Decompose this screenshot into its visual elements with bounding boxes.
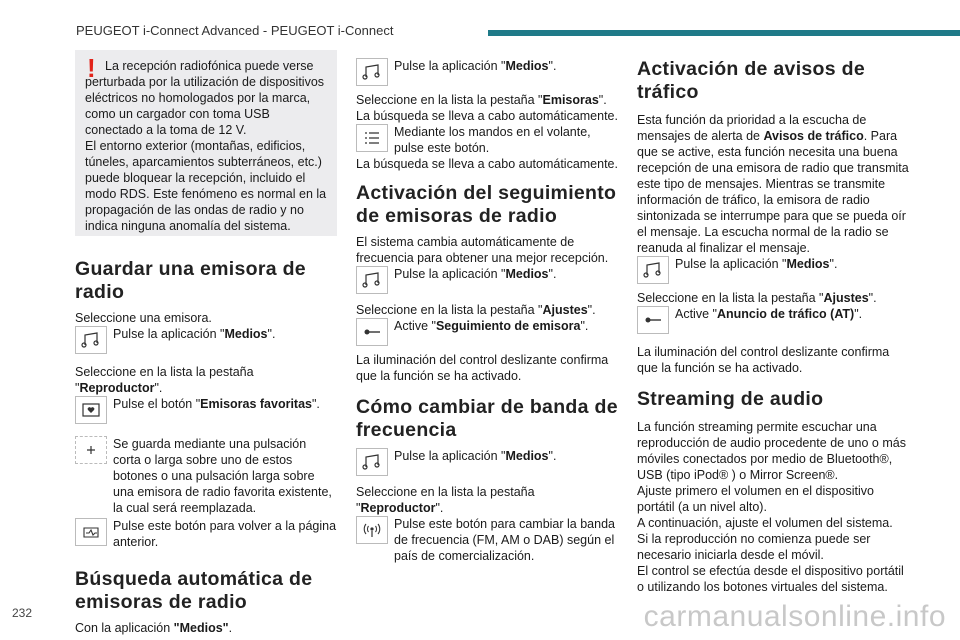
step-text: . Para que se active, esta función necesita una buena recepción de una emisora de radio que transmita este tipo de mensajes. Mientras se transmite información de tráfico, la emisora de radio sintonizada se interrumpe para que se pueda oír el mensaje. La escucha normal de la radio se reanuda al finalizar el mensaje.: [637, 129, 909, 255]
step-bold: Anuncio de tráfico (AT): [716, 307, 855, 321]
step-bold: Medios: [505, 59, 549, 73]
step-text: ".: [154, 381, 163, 395]
follow-note: La iluminación del control deslizante confirma que la función se ha activado.: [356, 353, 609, 383]
traffic-heading: Activación de avisos de tráfico: [637, 58, 865, 103]
media-app-icon: [356, 448, 388, 476]
save-step-back: [75, 518, 337, 550]
save-step-tab: [75, 364, 337, 396]
step-text: .: [228, 621, 233, 635]
step-bold: Reproductor: [360, 501, 436, 515]
toggle-slider-icon: [637, 306, 669, 334]
step-bold: Emisoras: [542, 93, 599, 107]
step-text: ".: [548, 59, 557, 73]
media-app-icon: [356, 58, 388, 86]
step-text: Pulse la aplicación ": [394, 449, 506, 463]
step-bold: Ajustes: [823, 291, 869, 305]
media-app-icon: [637, 256, 669, 284]
band-step-tab: [356, 484, 619, 516]
search-step-wheel: [356, 124, 619, 156]
traffic-description: [637, 112, 911, 256]
search-step-tab: [356, 92, 619, 108]
station-follow-heading: Activación del seguimiento de emisoras de radio: [356, 182, 617, 227]
traffic-step-toggle: [637, 306, 911, 334]
step-text: ".: [868, 291, 877, 305]
step-text: Con la aplicación: [75, 621, 174, 635]
band-step-media: [356, 448, 619, 476]
media-app-icon: [356, 266, 388, 294]
preset-plus-icon: [75, 436, 107, 464]
header-title: PEUGEOT i-Connect Advanced - PEUGEOT i-Connect: [76, 23, 394, 38]
warning-icon: !: [87, 53, 96, 83]
auto-search-intro: [75, 620, 337, 636]
step-bold: Emisoras favoritas: [200, 397, 312, 411]
step-bold: Avisos de tráfico: [763, 129, 864, 143]
step-text: Pulse la aplicación ": [394, 267, 506, 281]
step-bold: Medios: [224, 327, 268, 341]
step-text: ".: [587, 303, 596, 317]
column-1: [75, 50, 337, 636]
step-bold: Medios: [786, 257, 830, 271]
list-icon: [356, 124, 388, 152]
band-change-heading: Cómo cambiar de banda de frecuencia: [356, 396, 618, 441]
step-text: Seleccione en la lista la pestaña ": [75, 365, 254, 395]
step-text: ".: [829, 257, 838, 271]
save-step-media: [75, 326, 337, 354]
step-text: ".: [598, 93, 607, 107]
favorite-stations-icon: [75, 396, 107, 424]
header-accent-bar: [488, 30, 960, 36]
step-bold: Medios: [505, 267, 549, 281]
watermark: carmanualsonline.info: [643, 600, 946, 633]
auto-search-heading: Búsqueda automática de emisoras de radio: [75, 568, 313, 613]
step-text: Pulse la aplicación ": [394, 59, 506, 73]
search-step-media: [356, 58, 619, 86]
step-text: ".: [435, 501, 444, 515]
step-bold: Reproductor: [79, 381, 155, 395]
page-number: 232: [12, 606, 33, 620]
back-icon: [75, 518, 107, 546]
save-step-preset: [75, 436, 337, 516]
step-text: Pulse este botón para cambiar la banda de frecuencia (FM, AM o DAB) según el país de comercialización.: [394, 517, 615, 563]
save-station-heading: Guardar una emisora de radio: [75, 258, 306, 303]
traffic-step-tab: [637, 290, 911, 306]
step-bold: Seguimiento de emisora: [435, 319, 581, 333]
step-text: Active ": [675, 307, 717, 321]
streaming-heading: Streaming de audio: [637, 388, 824, 410]
search-auto-note: La búsqueda se lleva a cabo automáticamente.: [356, 109, 618, 123]
step-text: ".: [580, 319, 589, 333]
step-text: ".: [267, 327, 276, 341]
step-text: Esta función da prioridad a la escucha de mensajes de alerta de: [637, 113, 867, 143]
media-app-icon: [75, 326, 107, 354]
step-text: Seleccione en la lista la pestaña ": [637, 291, 824, 305]
step-text: Pulse la aplicación ": [113, 327, 225, 341]
column-3: [637, 50, 911, 595]
column-2: [356, 50, 619, 564]
save-step-favorites: [75, 396, 337, 424]
follow-step-media: [356, 266, 619, 294]
save-intro: Seleccione una emisora.: [75, 311, 212, 325]
step-text: Pulse la aplicación ": [675, 257, 787, 271]
band-step-antenna: [356, 516, 619, 564]
step-text: Seleccione en la lista la pestaña ": [356, 485, 535, 515]
follow-step-toggle: [356, 318, 619, 346]
step-text: Pulse el botón ": [113, 397, 201, 411]
search-auto-note-2: La búsqueda se lleva a cabo automáticamente.: [356, 157, 618, 171]
step-text: ".: [854, 307, 863, 321]
toggle-slider-icon: [356, 318, 388, 346]
step-bold: Medios: [505, 449, 549, 463]
step-text: Mediante los mandos en el volante, pulse este botón.: [394, 125, 591, 155]
traffic-step-media: [637, 256, 911, 284]
radio-antenna-icon: [356, 516, 388, 544]
step-text: Pulse este botón para volver a la página anterior.: [113, 519, 337, 549]
step-text: ".: [548, 267, 557, 281]
traffic-note: La iluminación del control deslizante confirma que la función se ha activado.: [637, 345, 890, 375]
station-follow-intro: El sistema cambia automáticamente de frecuencia para obtener una mejor recepción.: [356, 235, 609, 265]
step-text: Se guarda mediante una pulsación corta o larga sobre uno de estos botones o una pulsación larga sobre una emisora de radio favorita existente, la cual será reemplazada.: [113, 437, 332, 515]
step-text: ".: [548, 449, 557, 463]
step-text: Seleccione en la lista la pestaña ": [356, 303, 543, 317]
streaming-text: La función streaming permite escuchar una reproducción de audio procedente de uno o más móviles conectados por medio de Bluetooth®, USB (tipo iPod® ) o Mirror Screen®. Ajuste primero el volumen en el dispositivo portátil (a un nivel alto). A continuación, ajuste el volumen del sistema. Si la reproducción no comienza puede ser necesario iniciarla desde el móvil. El control se efectúa desde el dispositivo portátil o utilizando los botones virtuales del sistema.: [637, 420, 906, 594]
step-text: Active ": [394, 319, 436, 333]
step-text: Seleccione en la lista la pestaña ": [356, 93, 543, 107]
step-bold: "Medios": [173, 621, 229, 635]
warning-box: [75, 50, 337, 236]
step-text: ".: [312, 397, 320, 411]
step-bold: Ajustes: [542, 303, 588, 317]
follow-step-tab: [356, 302, 619, 318]
warning-text: La recepción radiofónica puede verse perturbada por la utilización de dispositivos eléctricos no homologados por la marca, como un cargador con toma USB conectado a la toma de 12 V. El entorno exterior (montañas, edificios, túneles, aparcamientos subterráneos, etc.) puede bloquear la recepción, incluido el modo RDS. Este fenómeno es normal en la propagación de las ondas de radio y no indica ninguna anomalía del sistema.: [85, 59, 327, 233]
